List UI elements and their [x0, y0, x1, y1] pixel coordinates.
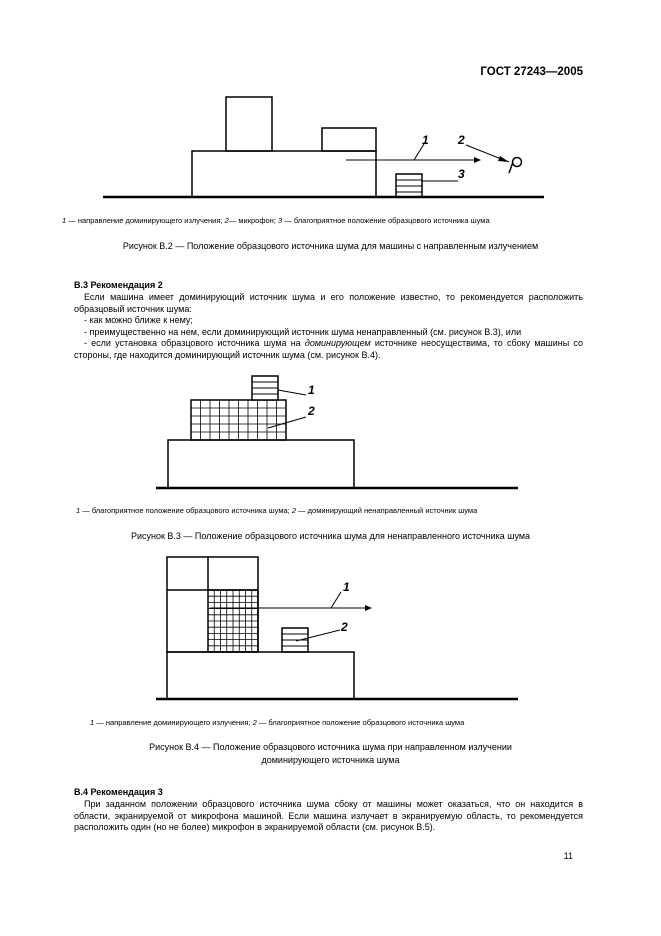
figure-b2-drawing — [0, 0, 661, 215]
machine-body — [192, 151, 376, 197]
machine-body — [167, 652, 354, 699]
section-b4-paragraph: При заданном положении образцового источника шума сбоку от машины может оказаться, что он находится в области, экранируемой от микрофона машиной. Если машина излучает в экранируемую область, то рекомендуется расположить один (но не более) микрофон в экранируемой области (см. рисунок В.5). — [74, 799, 583, 833]
figure-b2-label-2: 2 — [458, 133, 465, 147]
section-b3-title: В.3 Рекомендация 2 — [74, 280, 163, 290]
figure-b4-label-1: 1 — [343, 580, 350, 594]
figure-b4-label-2: 2 — [341, 620, 348, 634]
section-b4-body — [74, 799, 583, 834]
figure-b3-label-2: 2 — [308, 404, 315, 418]
figure-b3-drawing — [0, 370, 661, 495]
figure-b2-label-3: 3 — [458, 167, 465, 181]
machine-block — [322, 128, 376, 151]
figure-b3-caption: Рисунок В.3 — Положение образцового источника шума для ненаправленного источника шума — [130, 531, 531, 541]
figure-b3-legend: 1 — благоприятное положение образцового источника шума; 2 — доминирующий ненаправленный источник шума — [76, 506, 478, 515]
microphone — [513, 158, 522, 167]
section-b3-body — [74, 292, 583, 362]
figure-b3-label-1: 1 — [308, 383, 315, 397]
machine-cabinet — [167, 557, 258, 652]
section-b3-item-3: - если установка образцового источника шума на доминирующем источнике неосуществима, то сбоку машины со стороны, где находится доминирующий источник шума (см. рисунок В.4). — [74, 338, 583, 360]
section-b3-paragraph: Если машина имеет доминирующий источник шума и его положение известно, то рекомендуется расположить образцовый источник шума: — [74, 292, 583, 314]
section-b3-item-1: - как можно ближе к нему; — [84, 315, 193, 326]
figure-b2-legend: 1 — направление доминирующего излучения; 2— микрофон; 3 — благоприятное положение образцового источника шума — [62, 216, 490, 225]
figure-b2-caption: Рисунок В.2 — Положение образцового источника шума для машины с направленным излучением — [122, 241, 539, 251]
section-b3-item-2: - преимущественно на нем, если доминирующий источник шума ненаправленный (см. рисунок В.3), или — [84, 326, 522, 337]
figure-b4-drawing — [0, 555, 661, 705]
section-b4-title: В.4 Рекомендация 3 — [74, 787, 163, 797]
standard-id: ГОСТ 27243—2005 — [480, 66, 583, 78]
machine-tower — [226, 97, 272, 151]
figure-b2-label-1: 1 — [422, 133, 429, 147]
figure-b4-legend: 1 — направление доминирующего излучения; 2 — благоприятное положение образцового источника шума — [90, 718, 465, 727]
figure-b4-caption-line2: доминирующего источника шума — [261, 755, 400, 765]
figure-b4-caption-line1: Рисунок В.4 — Положение образцового источника шума при направленном излучении — [149, 742, 512, 752]
page-number: 11 — [563, 851, 573, 861]
machine-body — [168, 440, 354, 488]
